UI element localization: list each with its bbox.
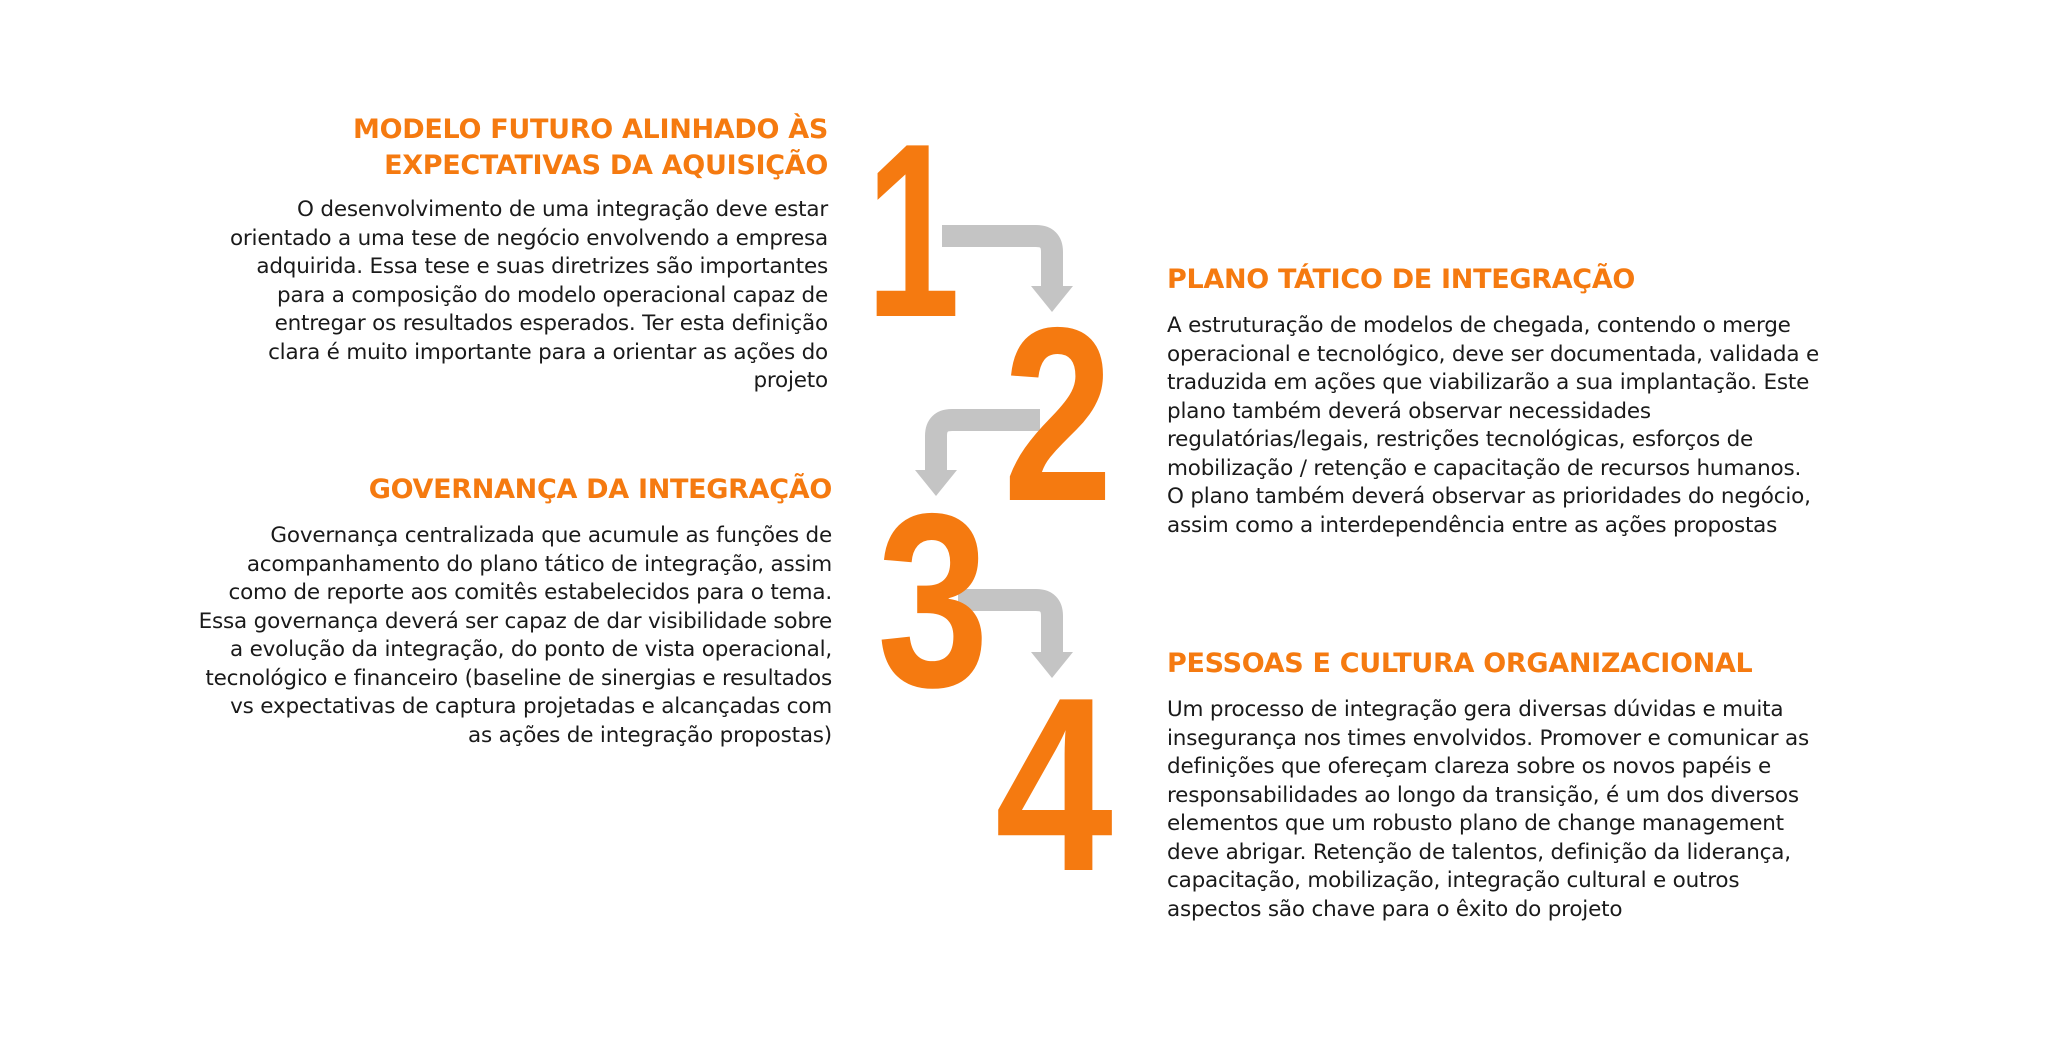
step-1-title-line: MODELO FUTURO ALINHADO ÀS — [353, 114, 828, 145]
step-1-text-line: para a composição do modelo operacional capaz de — [277, 282, 828, 308]
step-3-text-line: como de reporte aos comitês estabelecidos para o tema. — [228, 580, 832, 605]
step-3-text-line: acompanhamento do plano tático de integração, assim — [246, 551, 832, 577]
step-3-title — [199, 472, 832, 508]
step-1-text-line: orientado a uma tese de negócio envolvendo a empresa — [229, 225, 828, 251]
step-3-section — [199, 472, 832, 750]
step-4-description — [1167, 696, 1809, 924]
step-4-text-line: capacitação, mobilização, integração cultural e outros — [1167, 868, 1740, 893]
step-2-title-line: PLANO TÁTICO DE INTEGRAÇÃO — [1167, 264, 1636, 295]
step-3-title-line: GOVERNANÇA DA INTEGRAÇÃO — [368, 474, 832, 505]
step-4-text-line: insegurança nos times envolvidos. Promover e comunicar as — [1167, 725, 1809, 751]
step-4-text-line: elementos que um robusto plano de change management — [1167, 811, 1784, 836]
step-4-title-line: PESSOAS E CULTURA ORGANIZACIONAL — [1167, 648, 1753, 679]
step-1-section — [230, 112, 828, 396]
step-3-text-line: tecnológico e financeiro (baseline de sinergias e resultados — [205, 665, 832, 691]
step-3-text-line: vs expectativas de captura projetadas e alcançadas com — [230, 694, 832, 719]
step-2-text-line: operacional e tecnológico, deve ser documentada, validada e — [1167, 341, 1819, 367]
step-4-text-line: definições que ofereçam clareza sobre os novos papéis e — [1167, 754, 1772, 779]
step-2-title — [1167, 262, 1819, 298]
step-number-4: 4 — [995, 645, 1113, 923]
step-2-text-line: plano também deverá observar necessidades — [1167, 398, 1651, 424]
step-4-text-line: Um processo de integração gera diversas dúvidas e muita — [1167, 697, 1784, 722]
step-2-text-line: O plano também deverá observar as prioridades do negócio, — [1167, 484, 1811, 509]
step-4-text-line: responsabilidades ao longo da transição, é um dos diversos — [1167, 782, 1799, 808]
step-number-2: 2 — [1003, 275, 1113, 553]
step-2-description — [1167, 312, 1819, 540]
step-4-text-line: aspectos são chave para o êxito do projeto — [1167, 896, 1623, 922]
step-1-text-line: O desenvolvimento de uma integração deve estar — [297, 197, 828, 222]
step-2-section — [1167, 262, 1819, 540]
step-1-title-line: EXPECTATIVAS DA AQUISIÇÃO — [384, 150, 828, 181]
step-1-text-line: projeto — [753, 368, 828, 393]
step-4-title — [1167, 646, 1809, 682]
step-4-section — [1167, 646, 1809, 924]
step-1-text-line: entregar os resultados esperados. Ter esta definição — [274, 311, 828, 336]
step-1-description — [230, 196, 828, 396]
step-1-text-line: adquirida. Essa tese e suas diretrizes são importantes — [256, 254, 828, 279]
step-number-3: 3 — [877, 461, 989, 739]
step-2-text-line: assim como a interdependência entre as ações propostas — [1167, 512, 1778, 538]
step-2-text-line: A estruturação de modelos de chegada, contendo o merge — [1167, 313, 1791, 338]
step-number-1: 1 — [866, 91, 960, 369]
step-3-text-line: Essa governança deverá ser capaz de dar visibilidade sobre — [198, 608, 832, 634]
step-2-text-line: traduzida em ações que viabilizarão a sua implantação. Este — [1167, 370, 1810, 395]
step-4-text-line: deve abrigar. Retenção de talentos, definição da liderança, — [1167, 839, 1791, 865]
step-2-text-line: regulatórias/legais, restrições tecnológicas, esforços de — [1167, 427, 1754, 452]
step-3-text-line: Governança centralizada que acumule as funções de — [270, 523, 832, 548]
step-1-text-line: clara é muito importante para a orientar as ações do — [268, 339, 828, 365]
step-2-text-line: mobilização / retenção e capacitação de recursos humanos. — [1167, 455, 1802, 481]
step-3-text-line: a evolução da integração, do ponto de vista operacional, — [229, 637, 832, 662]
step-3-description — [199, 522, 832, 750]
step-3-text-line: as ações de integração propostas) — [467, 722, 832, 748]
step-1-title — [230, 112, 828, 184]
